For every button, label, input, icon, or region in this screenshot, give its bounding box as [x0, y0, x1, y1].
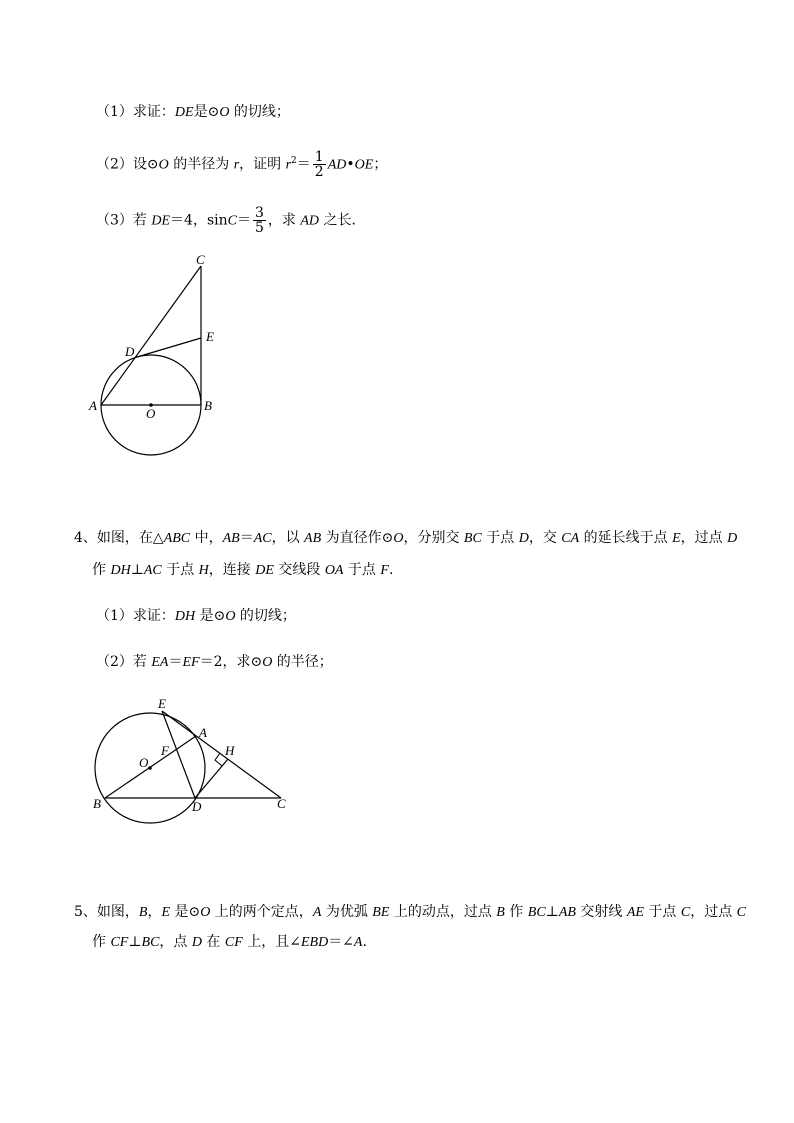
var: O	[393, 531, 404, 546]
label-c: C	[277, 796, 286, 811]
var: BE	[372, 905, 390, 920]
var: D	[518, 531, 529, 546]
text: 的切线；	[229, 104, 290, 120]
text: 若	[132, 212, 152, 229]
var: AB	[304, 531, 322, 546]
var: DH	[174, 609, 196, 624]
label-d: D	[125, 344, 135, 359]
text: ＝2，求⊙	[199, 654, 263, 670]
text: ⊥	[545, 904, 559, 920]
text: ，求	[267, 212, 301, 229]
text: 是⊙	[170, 904, 201, 920]
text: ，	[147, 904, 162, 920]
q3-figure	[80, 248, 240, 468]
text: 为优弧	[321, 904, 373, 920]
var: O	[262, 655, 273, 670]
segment-ac	[101, 266, 201, 405]
var: D	[191, 935, 202, 950]
var: DE	[174, 105, 194, 120]
q4-stem-line1	[74, 528, 737, 549]
var: H	[198, 563, 209, 578]
var: E	[672, 531, 681, 546]
var: A	[353, 935, 363, 950]
var: O	[158, 157, 169, 173]
numerator: 3	[255, 205, 264, 221]
var: EF	[182, 655, 200, 670]
var: C	[680, 905, 691, 920]
text: ，交	[528, 530, 562, 546]
text: 交射线	[575, 904, 627, 920]
text: .	[362, 934, 367, 950]
var: DE	[255, 563, 274, 578]
text: 若	[132, 654, 152, 670]
text: 求证：	[132, 608, 175, 624]
var: E	[161, 905, 171, 920]
part-number: （3）	[96, 212, 133, 229]
right-angle-mark	[215, 753, 222, 766]
text: 交线段	[273, 562, 325, 578]
var: DH	[110, 563, 131, 578]
var: B	[496, 905, 505, 920]
text: 设⊙	[132, 156, 159, 173]
var: BC	[463, 531, 482, 546]
segment-dh	[195, 759, 228, 798]
text: 于点	[643, 904, 681, 920]
var: B	[138, 905, 148, 920]
q3-part2	[96, 150, 387, 179]
dot: •	[346, 156, 355, 173]
text: 之长．	[319, 212, 366, 229]
text: 是⊙	[195, 608, 226, 624]
text: ⊥	[128, 934, 142, 950]
text: ，连接	[208, 562, 256, 578]
var: O	[200, 905, 211, 920]
var: EBD	[300, 935, 329, 950]
var: F	[380, 563, 389, 578]
text: 的切线；	[235, 608, 296, 624]
var: AE	[626, 905, 644, 920]
text: ＝4，	[170, 212, 207, 229]
text: 5、如图，	[74, 904, 139, 920]
text: ＝∠	[328, 934, 354, 950]
text: 是⊙	[193, 104, 220, 120]
text: ，点	[159, 934, 192, 950]
text: 为直径作⊙	[321, 530, 394, 546]
text: ⊥	[130, 562, 144, 578]
label-e: E	[158, 696, 166, 711]
q4-figure	[84, 695, 304, 825]
text: 于点	[481, 530, 519, 546]
text: ＝	[168, 654, 183, 670]
text: 的半径；	[272, 654, 333, 670]
fraction	[313, 150, 326, 179]
fraction	[253, 206, 266, 235]
var: r	[233, 157, 240, 173]
text: 作	[92, 934, 111, 950]
text: ＝	[296, 156, 311, 173]
var: OE	[354, 157, 374, 173]
var: CF	[110, 935, 129, 950]
denominator: 2	[314, 164, 324, 180]
var: AB	[558, 905, 576, 920]
text: 中，	[190, 530, 223, 546]
label-h: H	[225, 743, 235, 758]
var: AC	[253, 531, 272, 546]
text: ＝	[237, 212, 251, 229]
text: 于点	[343, 562, 381, 578]
q5-stem-line1	[74, 902, 746, 923]
label-a: A	[199, 725, 207, 740]
var: OA	[324, 563, 344, 578]
var: BC	[141, 935, 160, 950]
q4-stem-line2	[92, 560, 393, 581]
text: 在	[201, 934, 225, 950]
q3-part3	[96, 206, 366, 235]
var: r	[285, 157, 292, 173]
part-number: （1）	[96, 104, 133, 120]
var: ABC	[163, 531, 191, 546]
label-e: E	[206, 329, 214, 344]
text: 上的两个定点，	[210, 904, 313, 920]
q5-stem-line2	[92, 932, 367, 953]
var: D	[727, 531, 738, 546]
var: C	[736, 905, 746, 920]
text: 作	[504, 904, 528, 920]
part-number: （1）	[96, 608, 133, 624]
label-a: A	[89, 398, 97, 413]
text: sin	[206, 212, 228, 229]
var: A	[312, 905, 322, 920]
var: O	[225, 609, 236, 624]
var: DE	[151, 213, 171, 229]
denominator: 5	[255, 220, 264, 236]
label-c: C	[196, 252, 205, 267]
var: AD	[327, 157, 347, 173]
q4-part2	[96, 652, 333, 673]
text: 于点	[161, 562, 199, 578]
text: ；	[373, 156, 388, 173]
text: ，分别交	[403, 530, 464, 546]
var: CF	[224, 935, 243, 950]
var: BC	[527, 905, 546, 920]
var: O	[219, 105, 230, 120]
var: EA	[151, 655, 169, 670]
var: CA	[561, 531, 580, 546]
label-o: O	[139, 755, 149, 770]
part-number: （2）	[96, 156, 133, 173]
text: 的半径为	[168, 156, 234, 173]
text: .	[388, 562, 394, 578]
var: AC	[143, 563, 162, 578]
label-d: D	[192, 799, 202, 814]
center-point	[148, 766, 152, 770]
text: 的延长线于点	[579, 530, 673, 546]
var: C	[227, 213, 237, 229]
label-b: B	[93, 796, 101, 811]
text: 上的动点，过点	[389, 904, 497, 920]
var: AD	[300, 213, 320, 229]
segment-ec	[162, 711, 281, 798]
text: 上，且∠	[242, 934, 301, 950]
exponent: 2	[291, 155, 297, 166]
q3-part1	[96, 102, 290, 123]
text: ，证明	[239, 156, 286, 173]
text: 求证：	[132, 104, 175, 120]
label-o: O	[146, 406, 156, 421]
text: ，过点	[680, 530, 728, 546]
q4-part1	[96, 606, 296, 627]
text: 4、如图，在△	[74, 530, 164, 546]
numerator: 1	[314, 149, 324, 165]
text: 作	[92, 562, 111, 578]
label-b: B	[204, 398, 212, 413]
part-number: （2）	[96, 654, 133, 670]
label-f: F	[161, 743, 169, 758]
text: ＝	[239, 530, 254, 546]
var: AB	[222, 531, 240, 546]
text: ，以	[271, 530, 305, 546]
text: ，过点	[690, 904, 737, 920]
